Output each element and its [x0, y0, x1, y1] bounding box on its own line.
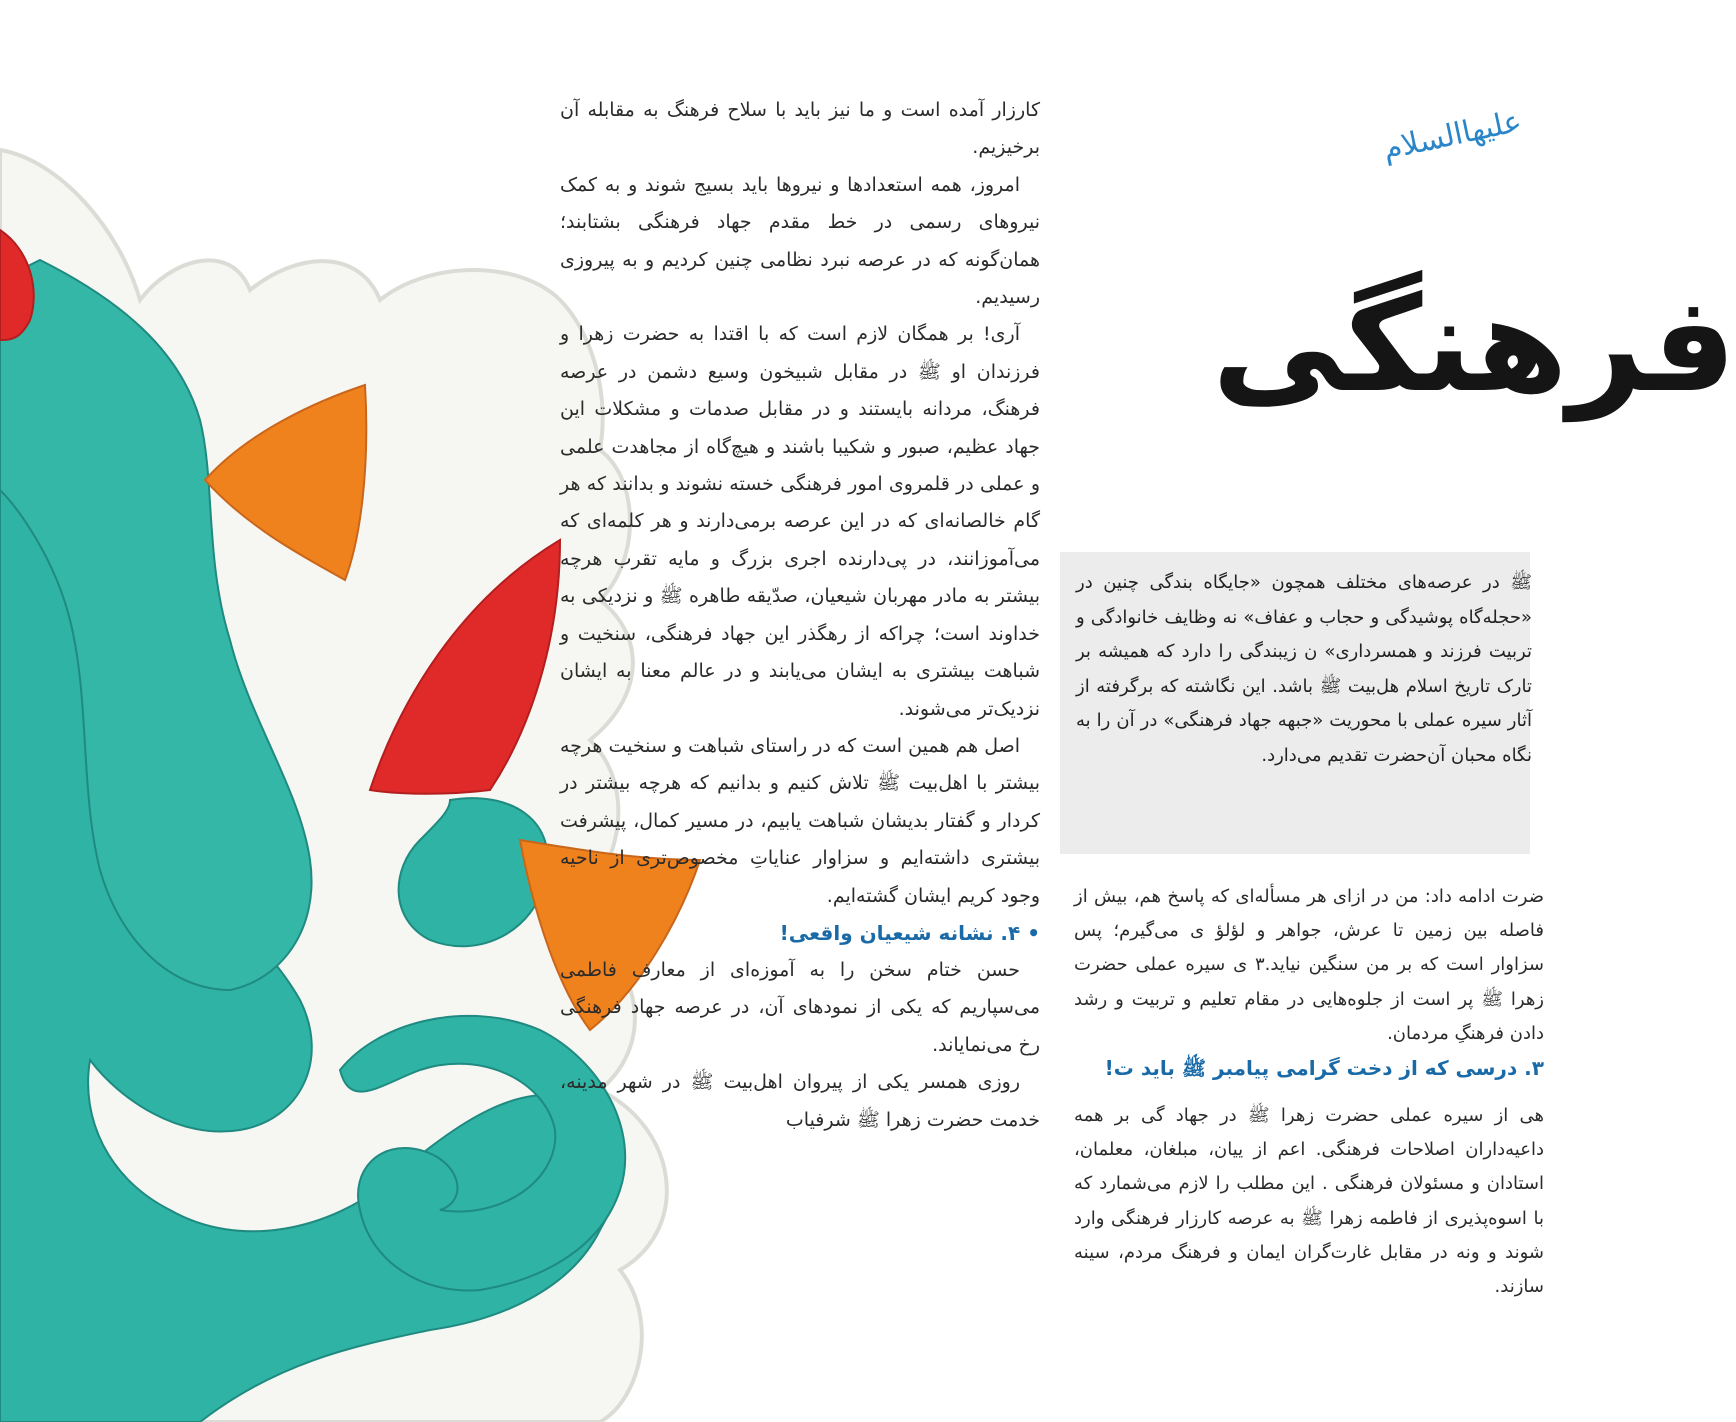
- section-heading: ۳. درسی که از دخت گرامی پیامبر ﷺ باید ت!: [1104, 1056, 1544, 1081]
- calligraphy-title: علیهاالسلام: [1379, 103, 1525, 168]
- paragraph: ضرت ادامه داد: من در ازای هر مسأله‌ای که پاسخ هم، بیش از فاصله بین زمین تا عرش، جواهر و لؤلؤ ی می‌گیرم؛ پس سزاوار است که بر من سنگین نیاید.۳ ی سیره عملی حضرت زهرا ﷺ پر است از جلوه‌هایی در مقام تعلیم و تربیت و رشد دادن فرهنگِ مردمان.: [1074, 886, 1544, 1044]
- paragraph: هی از سیره عملی حضرت زهرا ﷺ در جهاد گی بر همه داعیه‌داران اصلاحات فرهنگی. اعم از ییان، مبلغان، معلمان، استادان و مسئولان فرهنگی . این مطلب را لازم می‌شمارد که با اسوه‌پذیری از فاطمه زهرا ﷺ به عرصه کارزار فرهنگی وارد شوند و ونه در مقابل غارت‌گران ایمان و فرهنگ مردم، سینه سازند.: [1074, 1105, 1544, 1298]
- middle-text-column: [560, 92, 1040, 1139]
- lead-box-text: ﷺ در عرصه‌های مختلف همچون «جایگاه بندگی چنین در «حجله‌گاه پوشیدگی و حجاب و عفاف» نه وظایف خانوادگی و تربیت فرزند و همسرداری» ن زیبندگی را دارد که همیشه بر تارک تاریخ اسلام هل‌بیت ﷺ باشد. این نگاشته که برگرفته از آثار سیره عملی با محوریت «جبهه جهاد فرهنگی» در آن را به نگاه محبان آن‌حضرت تقدیم می‌دارد.: [1076, 572, 1532, 766]
- page-title: فرهنگی: [1212, 268, 1736, 422]
- paragraph: روزی همسر یکی از پیروان اهل‌بیت ﷺ در شهر مدینه، خدمت حضرت زهرا ﷺ شرفیاب: [560, 1071, 1040, 1131]
- paragraph: آری! بر همگان لازم است که با اقتدا به حضرت زهرا و فرزندان او ﷺ در مقابل شبیخون وسیع دشمن در عرصه فرهنگ، مردانه بایستند و در مقابل صدمات و مشکلات این جهاد عظیم، صبور و شکیبا باشند و هیچ‌گاه از مجاهدت علمی و عملی در قلمروی امور فرهنگی خسته نشوند و بدانند که هر گام خالصانه‌ای که در این عرصه برمی‌دارند و هر کلمه‌ای که می‌آموزانند، در پی‌دارنده اجری بزرگ و مایه تقرب هرچه بیشتر به مادر مهربان شیعیان، صدّیقه طاهره ﷺ و نزدیکی به خداوند است؛ چراکه از رهگذر این جهاد فرهنگی، سنخیت و شباهت بیشتری به ایشان می‌یابند و در عالم معنا به ایشان نزدیک‌تر می‌شوند.: [560, 323, 1040, 720]
- section-heading: [560, 915, 1040, 952]
- paragraph: اصل هم همین است که در راستای شباهت و سنخیت هرچه بیشتر با اهل‌بیت ﷺ تلاش کنیم و بدانیم که هرچه بیشتر در کردار و گفتار بدیشان شباهت یابیم، در مسیر کمال، پیشرفت بیشتری داشته‌ایم و سزاوار عنایاتِ مخصوص‌تری از ناحیه وجود کریم ایشان گشته‌ایم.: [560, 734, 1040, 907]
- paragraph: حسن ختام سخن را به آموزه‌ای از معارف فاطمی می‌سپاریم که یکی از نمودهای آن، در عرصه جهاد فرهنگی رخ می‌نمایاند.: [560, 958, 1040, 1056]
- paragraph: کارزار آمده است و ما نیز باید با سلاح فرهنگ به مقابله آن برخیزیم.: [560, 99, 1040, 159]
- paragraph: امروز، همه استعدادها و نیروها باید بسیج شوند و به کمک نیروهای رسمی در خط مقدم جهاد فرهنگی بشتابند؛ همان‌گونه که در عرصه نبرد نظامی چنین کردیم و به پیروزی رسیدیم.: [560, 173, 1040, 309]
- section-heading-text: ۴. نشانه شیعیان واقعی!: [779, 920, 1021, 945]
- right-text-column: [1074, 880, 1544, 1304]
- bullet-icon: •: [1027, 920, 1040, 945]
